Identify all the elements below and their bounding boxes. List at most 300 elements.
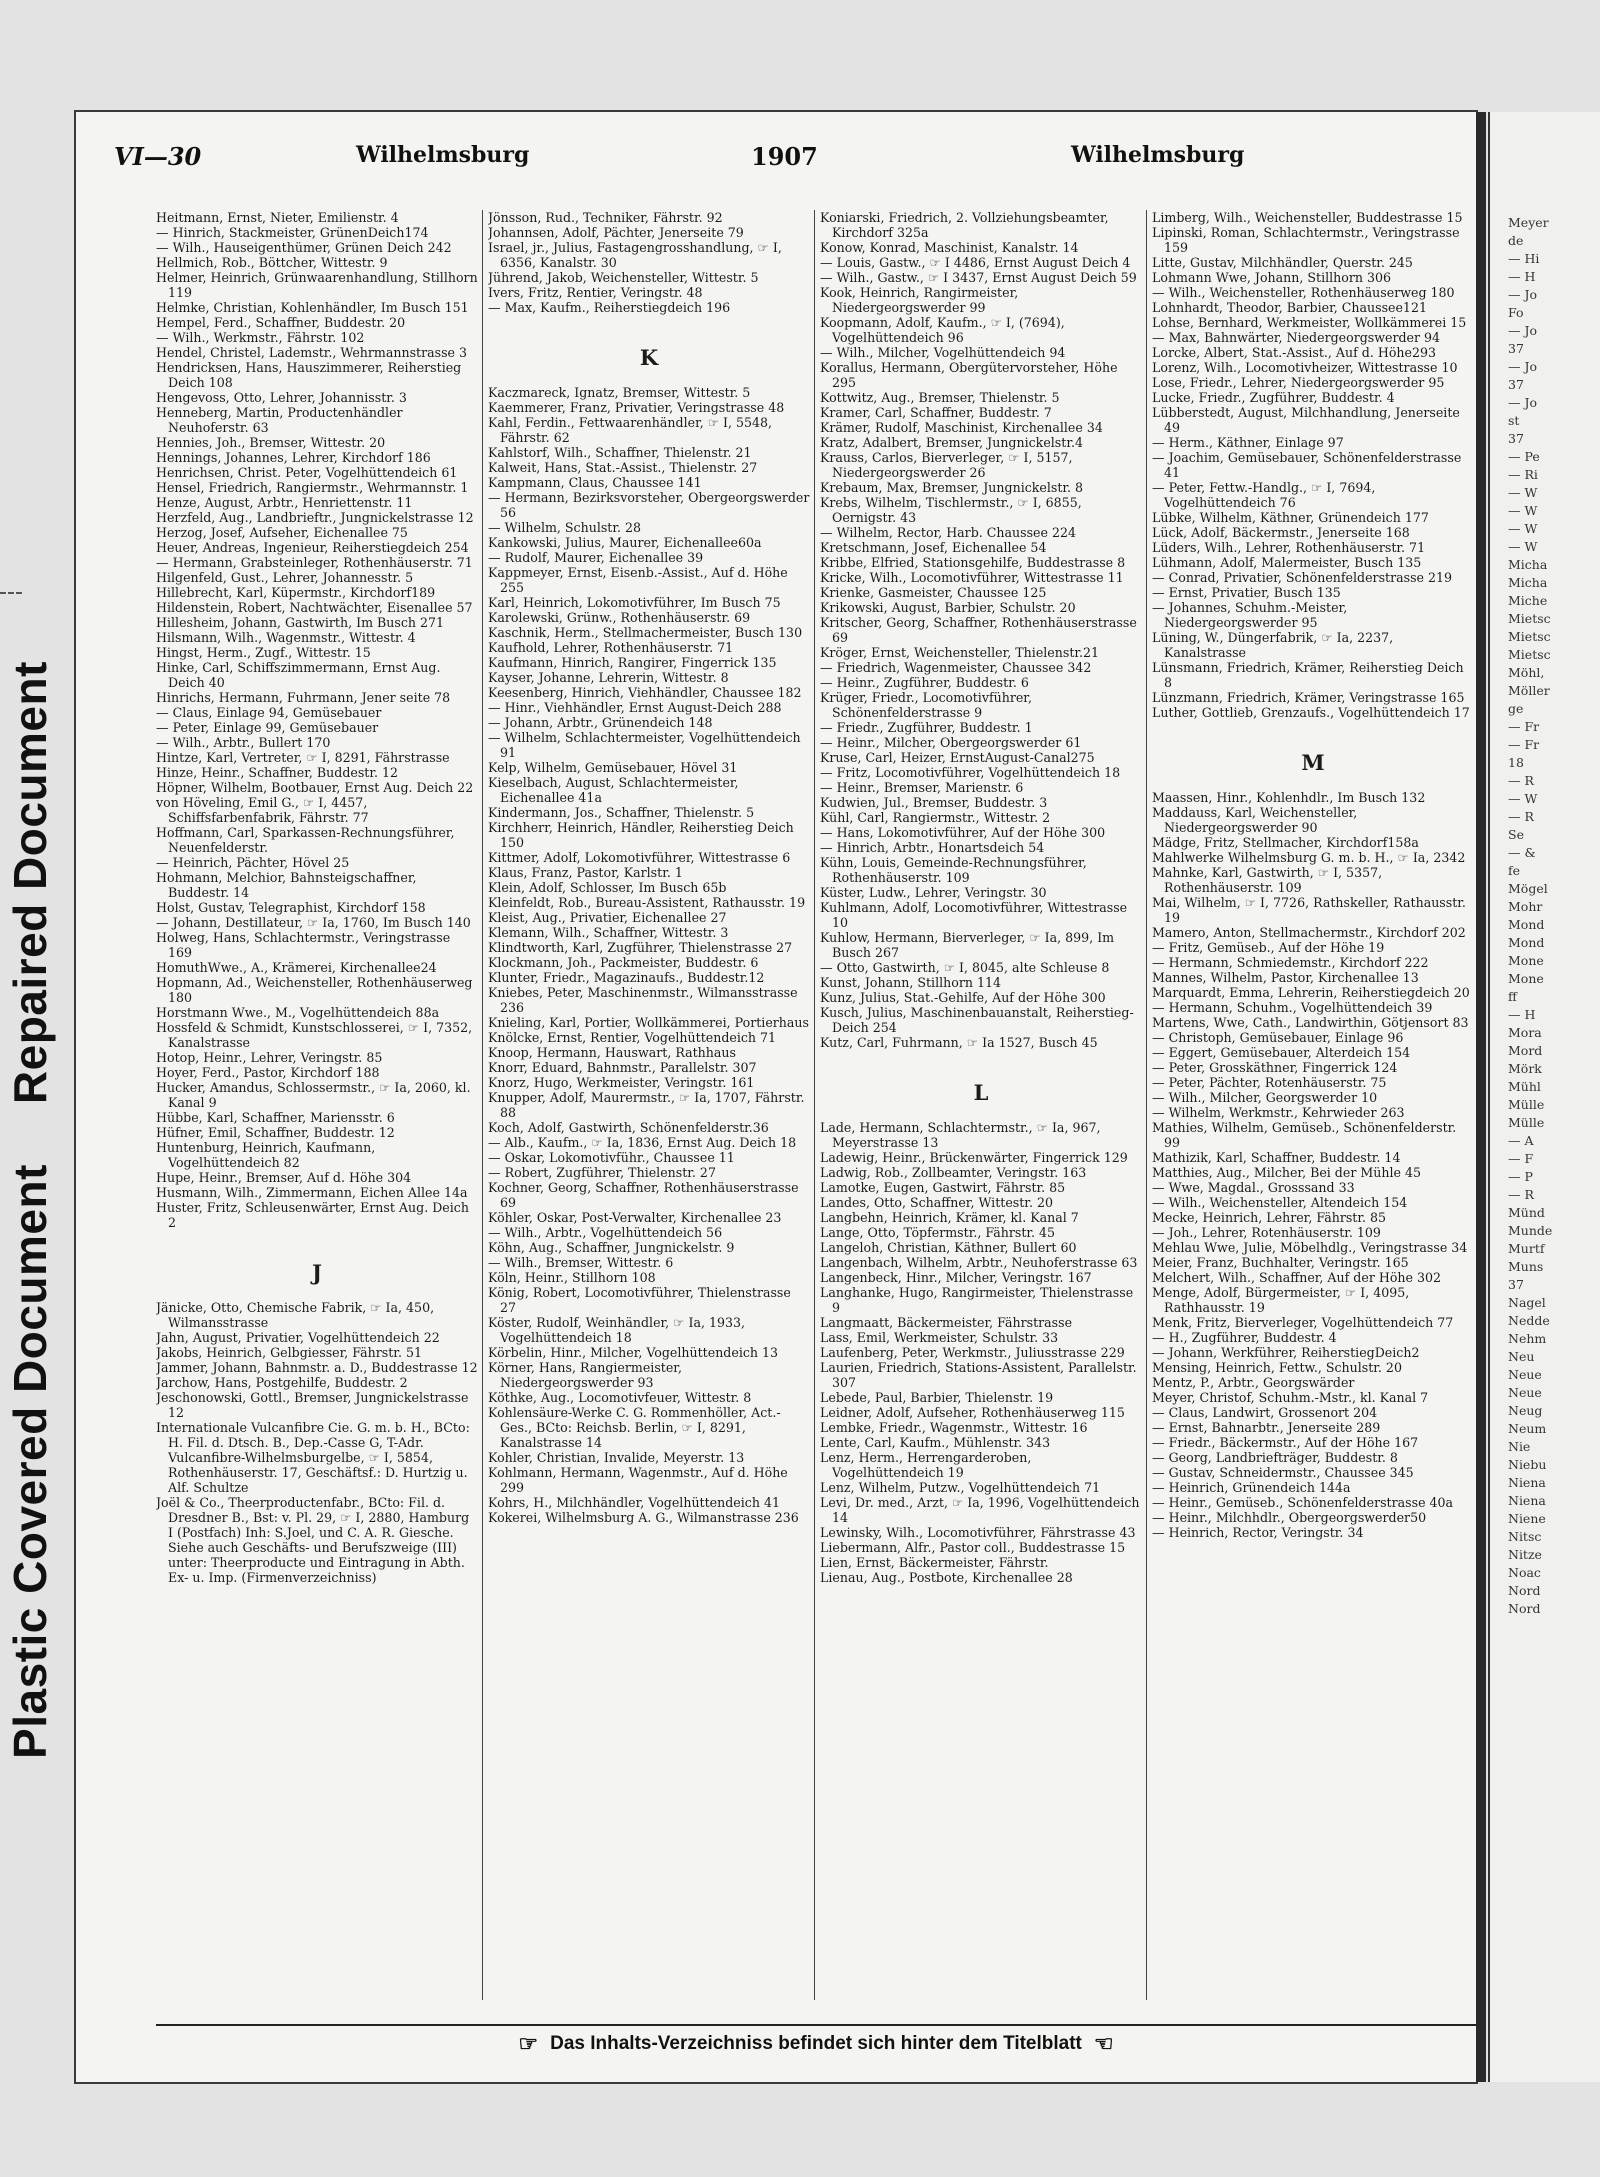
directory-entry: Ladwig, Rob., Zollbeamter, Veringstr. 163 bbox=[820, 1165, 1087, 1180]
directory-entry: Knorr, Eduard, Bahnmstr., Parallelstr. 307 bbox=[488, 1060, 757, 1075]
directory-entry: — Friedr., Zugführer, Buddestr. 1 bbox=[820, 720, 1033, 735]
column-divider bbox=[1146, 210, 1147, 2000]
adjacent-page-fragment: Micha bbox=[1508, 557, 1548, 572]
directory-entry: Maddauss, Karl, Weichensteller, Niedergeorgswerder 90 bbox=[1152, 805, 1358, 835]
directory-entry: Kalweit, Hans, Stat.-Assist., Thielenstr. 27 bbox=[488, 460, 758, 475]
directory-entry: — Ernst, Privatier, Busch 135 bbox=[1152, 585, 1341, 600]
directory-entry: Lente, Carl, Kaufm., Mühlenstr. 343 bbox=[820, 1435, 1051, 1450]
adjacent-page-fragment: Neue bbox=[1508, 1367, 1542, 1382]
directory-entry: Meier, Franz, Buchhalter, Veringstr. 165 bbox=[1152, 1255, 1409, 1270]
adjacent-page-fragment: Mond bbox=[1508, 935, 1545, 950]
directory-entry: — Hinrich, Stackmeister, GrünenDeich174 bbox=[156, 225, 429, 240]
directory-entry: Hilsmann, Wilh., Wagenmstr., Wittestr. 4 bbox=[156, 630, 416, 645]
directory-entry: Lohmann Wwe, Johann, Stillhorn 306 bbox=[1152, 270, 1392, 285]
directory-entry: Krienke, Gasmeister, Chaussee 125 bbox=[820, 585, 1047, 600]
page-number: VI—30 bbox=[114, 142, 202, 171]
adjacent-page-fragment: Neue bbox=[1508, 1385, 1542, 1400]
adjacent-page-fragment: — W bbox=[1508, 791, 1538, 806]
directory-entry: — Wilh., Werkmstr., Fährstr. 102 bbox=[156, 330, 365, 345]
directory-entry: Kayser, Johanne, Lehrerin, Wittestr. 8 bbox=[488, 670, 729, 685]
pointing-hand-icon: ☜ bbox=[1093, 2031, 1114, 2056]
directory-entry: Hingst, Herm., Zugf., Wittestr. 15 bbox=[156, 645, 371, 660]
directory-entry: Ladewig, Heinr., Brückenwärter, Fingerrick 129 bbox=[820, 1150, 1128, 1165]
directory-entry: Mehlau Wwe, Julie, Möbelhdlg., Veringstrasse 34 bbox=[1152, 1240, 1468, 1255]
directory-entry: Langbehn, Heinrich, Krämer, kl. Kanal 7 bbox=[820, 1210, 1079, 1225]
directory-entry: Johannsen, Adolf, Pächter, Jenerseite 79 bbox=[488, 225, 744, 240]
directory-entry: Kook, Heinrich, Rangirmeister, Niedergeorgswerder 99 bbox=[820, 285, 1019, 315]
directory-entry: Langhanke, Hugo, Rangirmeister, Thielenstrasse 9 bbox=[820, 1285, 1134, 1315]
directory-entry: Henze, August, Arbtr., Henriettenstr. 11 bbox=[156, 495, 413, 510]
directory-entry: Hilgenfeld, Gust., Lehrer, Johannesstr. 5 bbox=[156, 570, 414, 585]
adjacent-page-fragment: Mörk bbox=[1508, 1061, 1542, 1076]
directory-entry: Kaufhold, Lehrer, Rothenhäuserstr. 71 bbox=[488, 640, 734, 655]
directory-entry: — Johann, Werkführer, ReiherstiegDeich2 bbox=[1152, 1345, 1420, 1360]
adjacent-page-fragment: Nord bbox=[1508, 1601, 1541, 1616]
adjacent-page-fragment: — W bbox=[1508, 503, 1538, 518]
directory-entry: — Johannes, Schuhm.-Meister, Niedergeorgswerder 95 bbox=[1152, 600, 1348, 630]
directory-entry: — Johann, Destillateur, ☞ Ia, 1760, Im Busch 140 bbox=[156, 915, 471, 930]
adjacent-page-fragment: — Jo bbox=[1508, 323, 1538, 338]
directory-entry: — Fritz, Gemüseb., Auf der Höhe 19 bbox=[1152, 940, 1385, 955]
directory-entry: Mensing, Heinrich, Fettw., Schulstr. 20 bbox=[1152, 1360, 1402, 1375]
directory-entry: Lucke, Friedr., Zugführer, Buddestr. 4 bbox=[1152, 390, 1395, 405]
directory-entry: Lenz, Herm., Herrengarderoben, Vogelhüttendeich 19 bbox=[820, 1450, 1032, 1480]
directory-entry: — Wilh., Arbtr., Vogelhüttendeich 56 bbox=[488, 1225, 723, 1240]
directory-entry: Kühl, Carl, Rangiermstr., Wittestr. 2 bbox=[820, 810, 1051, 825]
directory-entry: — Hans, Lokomotivführer, Auf der Höhe 300 bbox=[820, 825, 1106, 840]
cut-mark bbox=[0, 592, 22, 594]
directory-entry: Jührend, Jakob, Weichensteller, Wittestr. 5 bbox=[488, 270, 759, 285]
directory-entry: Hildenstein, Robert, Nachtwächter, Eisenallee 57 bbox=[156, 600, 473, 615]
directory-entry: Knieling, Karl, Portier, Wollkämmerei, Portierhaus bbox=[488, 1015, 809, 1030]
adjacent-page-fragment: ff bbox=[1508, 989, 1517, 1004]
adjacent-page-fragment: Mone bbox=[1508, 971, 1544, 986]
directory-entry: Kaczmareck, Ignatz, Bremser, Wittestr. 5 bbox=[488, 385, 751, 400]
directory-entry: Joël & Co., Theerproductenfabr., BCto: Fil. d. Dresdner B., Bst: v. Pl. 29, ☞ I, 2880, Hamburg I (Postfach) Inh: S.Joel, und C. A. R. Giesche. Siehe auch Geschäfts- und Berufszweige (III) unter: Theerproducte und Eintragung in Abth. Ex- u. Imp. (Firmenverzeichniss) bbox=[156, 1495, 470, 1585]
directory-entry: — Heinrich, Rector, Veringstr. 34 bbox=[1152, 1525, 1364, 1540]
directory-entry: Henrichsen, Christ. Peter, Vogelhüttendeich 61 bbox=[156, 465, 458, 480]
adjacent-page-fragment: — & bbox=[1508, 845, 1536, 860]
section-letter: K bbox=[639, 345, 659, 370]
adjacent-page-fragment: Murtf bbox=[1508, 1241, 1545, 1256]
adjacent-page-fragment: Niene bbox=[1508, 1511, 1546, 1526]
directory-entry: Kleinfeldt, Rob., Bureau-Assistent, Rathausstr. 19 bbox=[488, 895, 806, 910]
directory-entry: Körbelin, Hinr., Milcher, Vogelhüttendeich 13 bbox=[488, 1345, 779, 1360]
directory-entry: Knorz, Hugo, Werkmeister, Veringstr. 161 bbox=[488, 1075, 755, 1090]
directory-entry: Hoffmann, Carl, Sparkassen-Rechnungsführer, Neuenfelderstr. bbox=[156, 825, 455, 855]
section-letter: J bbox=[312, 1260, 322, 1285]
adjacent-page-fragment: — Fr bbox=[1508, 719, 1540, 734]
directory-entry: Huster, Fritz, Schleusenwärter, Ernst Aug. Deich 2 bbox=[156, 1200, 469, 1230]
directory-entry: Lübberstedt, August, Milchhandlung, Jenerseite 49 bbox=[1152, 405, 1460, 435]
directory-entry: — Wilhelm, Werkmstr., Kehrwieder 263 bbox=[1152, 1105, 1405, 1120]
directory-entry: — Friedrich, Wagenmeister, Chaussee 342 bbox=[820, 660, 1092, 675]
directory-page bbox=[76, 112, 1476, 2082]
header-year: 1907 bbox=[751, 142, 818, 171]
directory-entry: Klein, Adolf, Schlosser, Im Busch 65b bbox=[488, 880, 727, 895]
adjacent-page-fragment: Munde bbox=[1508, 1223, 1553, 1238]
directory-entry: Konow, Konrad, Maschinist, Kanalstr. 14 bbox=[820, 240, 1079, 255]
adjacent-page-fragment: Möhl, bbox=[1508, 665, 1545, 680]
directory-entry: — Wilh., Milcher, Vogelhüttendeich 94 bbox=[820, 345, 1066, 360]
directory-entry: Landes, Otto, Schaffner, Wittestr. 20 bbox=[820, 1195, 1053, 1210]
adjacent-page-fragment: Fo bbox=[1508, 305, 1524, 320]
directory-entry: Krauss, Carlos, Bierverleger, ☞ I, 5157, Niedergeorgswerder 26 bbox=[820, 450, 1073, 480]
adjacent-page-fragment: — R bbox=[1508, 773, 1534, 788]
directory-entry: Laufenberg, Peter, Werkmstr., Juliusstrasse 229 bbox=[820, 1345, 1125, 1360]
directory-entry: Kutz, Carl, Fuhrmann, ☞ Ia 1527, Busch 45 bbox=[820, 1035, 1098, 1050]
directory-entry: Israel, jr., Julius, Fastagengrosshandlung, ☞ I, 6356, Kanalstr. 30 bbox=[488, 240, 782, 270]
directory-entry: Hotop, Heinr., Lehrer, Veringstr. 85 bbox=[156, 1050, 383, 1065]
directory-entry: Kohler, Christian, Invalide, Meyerstr. 13 bbox=[488, 1450, 745, 1465]
adjacent-page-fragment: Münd bbox=[1508, 1205, 1545, 1220]
directory-entry: Kohrs, H., Milchhändler, Vogelhüttendeich 41 bbox=[488, 1495, 780, 1510]
directory-entry: Langenbeck, Hinr., Milcher, Veringstr. 167 bbox=[820, 1270, 1092, 1285]
directory-entry: — Wilhelm, Schlachtermeister, Vogelhüttendeich 91 bbox=[488, 730, 801, 760]
directory-entry: Hendel, Christel, Lademstr., Wehrmannstrasse 3 bbox=[156, 345, 468, 360]
directory-entry: Hennings, Johannes, Lehrer, Kirchdorf 186 bbox=[156, 450, 431, 465]
directory-entry: — Hermann, Bezirksvorsteher, Obergeorgswerder 56 bbox=[488, 490, 810, 520]
directory-entry: Kittmer, Adolf, Lokomotivführer, Wittestrasse 6 bbox=[488, 850, 791, 865]
directory-entry: Kieselbach, August, Schlachtermeister, Eichenallee 41a bbox=[488, 775, 739, 805]
adjacent-page-fragment: — Jo bbox=[1508, 287, 1538, 302]
directory-entry: — Hermann, Schmiedemstr., Kirchdorf 222 bbox=[1152, 955, 1429, 970]
directory-entry: Kricke, Wilh., Locomotivführer, Wittestrasse 11 bbox=[820, 570, 1124, 585]
directory-entry: Krikowski, August, Barbier, Schulstr. 20 bbox=[820, 600, 1076, 615]
directory-entry: Köster, Rudolf, Weinhändler, ☞ Ia, 1933, Vogelhüttendeich 18 bbox=[488, 1315, 746, 1345]
directory-entry: Jahn, August, Privatier, Vogelhüttendeich 22 bbox=[156, 1330, 440, 1345]
directory-entry: Kappmeyer, Ernst, Eisenb.-Assist., Auf d. Höhe 255 bbox=[488, 565, 788, 595]
directory-entry: — Conrad, Privatier, Schönenfelderstrasse 219 bbox=[1152, 570, 1453, 585]
directory-entry: Hellmich, Rob., Böttcher, Wittestr. 9 bbox=[156, 255, 388, 270]
adjacent-page-fragment: — W bbox=[1508, 539, 1538, 554]
directory-entry: König, Robert, Locomotivführer, Thielenstrasse 27 bbox=[488, 1285, 791, 1315]
directory-entry: Luther, Gottlieb, Grenzaufs., Vogelhüttendeich 17 bbox=[1152, 705, 1470, 720]
directory-entry: — Peter, Pächter, Rotenhäuserstr. 75 bbox=[1152, 1075, 1387, 1090]
directory-entry: Kuhlow, Hermann, Bierverleger, ☞ Ia, 899, Im Busch 267 bbox=[820, 930, 1115, 960]
directory-entry: Langeloh, Christian, Käthner, Bullert 60 bbox=[820, 1240, 1077, 1255]
directory-entry: — Heinrich, Pächter, Hövel 25 bbox=[156, 855, 350, 870]
directory-entry: Kokerei, Wilhelmsburg A. G., Wilmanstrasse 236 bbox=[488, 1510, 799, 1525]
adjacent-page-fragment: — Hi bbox=[1508, 251, 1540, 266]
directory-entry: Mamero, Anton, Stellmachermstr., Kirchdorf 202 bbox=[1152, 925, 1466, 940]
directory-entry: Herzog, Josef, Aufseher, Eichenallee 75 bbox=[156, 525, 408, 540]
adjacent-page-fragment: 37 bbox=[1508, 377, 1524, 392]
directory-entry: Lück, Adolf, Bäckermstr., Jenerseite 168 bbox=[1152, 525, 1410, 540]
directory-entry: Klindtworth, Karl, Zugführer, Thielenstrasse 27 bbox=[488, 940, 793, 955]
directory-entry: Holst, Gustav, Telegraphist, Kirchdorf 158 bbox=[156, 900, 426, 915]
directory-entry: Kretschmann, Josef, Eichenallee 54 bbox=[820, 540, 1047, 555]
directory-column-4 bbox=[1152, 210, 1474, 2000]
adjacent-page-fragment: Nie bbox=[1508, 1439, 1531, 1454]
directory-entry: Laurien, Friedrich, Stations-Assistent, Parallelstr. 307 bbox=[820, 1360, 1137, 1390]
adjacent-page-fragment: — W bbox=[1508, 485, 1538, 500]
directory-entry: Kunz, Julius, Stat.-Gehilfe, Auf der Höhe 300 bbox=[820, 990, 1106, 1005]
directory-entry: Kritscher, Georg, Schaffner, Rothenhäuserstrasse 69 bbox=[820, 615, 1137, 645]
directory-entry: Mentz, P., Arbtr., Georgswärder bbox=[1152, 1375, 1355, 1390]
directory-entry: Kniebes, Peter, Maschinenmstr., Wilmansstrasse 236 bbox=[488, 985, 798, 1015]
directory-entry: Kusch, Julius, Maschinenbauanstalt, Reiherstieg-Deich 254 bbox=[820, 1005, 1134, 1035]
directory-entry: — Heinr., Zugführer, Buddestr. 6 bbox=[820, 675, 1029, 690]
adjacent-page-fragment: 37 bbox=[1508, 431, 1524, 446]
directory-entry: Lüning, W., Düngerfabrik, ☞ Ia, 2237, Kanalstrasse bbox=[1152, 630, 1394, 660]
directory-entry: — Wwe, Magdal., Grosssand 33 bbox=[1152, 1180, 1355, 1195]
adjacent-page-fragment: Niena bbox=[1508, 1493, 1546, 1508]
directory-entry: Lange, Otto, Töpfermstr., Fährstr. 45 bbox=[820, 1225, 1056, 1240]
adjacent-page-fragment: — R bbox=[1508, 1187, 1534, 1202]
directory-entry: Helmke, Christian, Kohlenhändler, Im Busch 151 bbox=[156, 300, 469, 315]
directory-entry: Koch, Adolf, Gastwirth, Schönenfelderstr.36 bbox=[488, 1120, 769, 1135]
directory-entry: — Louis, Gastw., ☞ I 4486, Ernst August Deich 4 bbox=[820, 255, 1131, 270]
directory-entry: Kampmann, Claus, Chaussee 141 bbox=[488, 475, 702, 490]
directory-entry: Mathies, Wilhelm, Gemüseb., Schönenfelderstr. 99 bbox=[1152, 1120, 1457, 1150]
directory-column-1 bbox=[156, 210, 478, 2000]
directory-entry: — Peter, Fettw.-Handlg., ☞ I, 7694, Vogelhüttendeich 76 bbox=[1152, 480, 1376, 510]
adjacent-page-fragment: Niena bbox=[1508, 1475, 1546, 1490]
adjacent-page-fragment: Nagel bbox=[1508, 1295, 1546, 1310]
directory-entry: Mahlwerke Wilhelmsburg G. m. b. H., ☞ Ia, 2342 bbox=[1152, 850, 1466, 865]
directory-entry: Kohlmann, Hermann, Wagenmstr., Auf d. Höhe 299 bbox=[488, 1465, 788, 1495]
directory-entry: Levi, Dr. med., Arzt, ☞ Ia, 1996, Vogelhüttendeich 14 bbox=[820, 1495, 1140, 1525]
directory-entry: Koopmann, Adolf, Kaufm., ☞ I, (7694), Vogelhüttendeich 96 bbox=[820, 315, 1065, 345]
adjacent-page-fragment: Nitsc bbox=[1508, 1529, 1542, 1544]
side-label-right: Repaired Document bbox=[4, 661, 56, 1105]
directory-entry: Mecke, Heinrich, Lehrer, Fährstr. 85 bbox=[1152, 1210, 1387, 1225]
adjacent-page-fragment: — A bbox=[1508, 1133, 1534, 1148]
adjacent-page-fragment: Mond bbox=[1508, 917, 1545, 932]
directory-entry: Koniarski, Friedrich, 2. Vollziehungsbeamter, Kirchdorf 325a bbox=[820, 210, 1109, 240]
adjacent-page-fragment: 37 bbox=[1508, 1277, 1524, 1292]
directory-entry: Hintze, Karl, Vertreter, ☞ I, 8291, Fährstrasse bbox=[156, 750, 450, 765]
adjacent-page-fragment: Nehm bbox=[1508, 1331, 1547, 1346]
directory-entry: Kirchherr, Heinrich, Händler, Reiherstieg Deich 150 bbox=[488, 820, 794, 850]
directory-entry: Lübke, Wilhelm, Käthner, Grünendeich 177 bbox=[1152, 510, 1429, 525]
directory-entry: Knupper, Adolf, Maurermstr., ☞ Ia, 1707, Fährstr. 88 bbox=[488, 1090, 805, 1120]
directory-entry: Karolewski, Grünw., Rothenhäuserstr. 69 bbox=[488, 610, 751, 625]
adjacent-page-fragment: Mögel bbox=[1508, 881, 1548, 896]
directory-entry: Hüfner, Emil, Schaffner, Buddestr. 12 bbox=[156, 1125, 395, 1140]
adjacent-page-fragment: 18 bbox=[1508, 755, 1524, 770]
directory-entry: — Christoph, Gemüsebauer, Einlage 96 bbox=[1152, 1030, 1404, 1045]
adjacent-page-fragment: fe bbox=[1508, 863, 1521, 878]
directory-entry: Mannes, Wilhelm, Pastor, Kirchenallee 13 bbox=[1152, 970, 1419, 985]
adjacent-page-fragment: Niebu bbox=[1508, 1457, 1547, 1472]
directory-entry: Kramer, Carl, Schaffner, Buddestr. 7 bbox=[820, 405, 1052, 420]
directory-entry: Köln, Heinr., Stillhorn 108 bbox=[488, 1270, 656, 1285]
directory-entry: Henneberg, Martin, Productenhändler Neuhoferstr. 63 bbox=[156, 405, 403, 435]
directory-entry: Kindermann, Jos., Schaffner, Thielenstr. 5 bbox=[488, 805, 755, 820]
directory-entry: Jakobs, Heinrich, Gelbgiesser, Fährstr. 51 bbox=[156, 1345, 422, 1360]
directory-entry: Kunst, Johann, Stillhorn 114 bbox=[820, 975, 1001, 990]
directory-entry: Kleist, Aug., Privatier, Eichenallee 27 bbox=[488, 910, 727, 925]
directory-entry: Lien, Ernst, Bäckermeister, Fährstr. bbox=[820, 1555, 1049, 1570]
directory-entry: Lüders, Wilh., Lehrer, Rothenhäuserstr. 71 bbox=[1152, 540, 1426, 555]
directory-entry: Lamotke, Eugen, Gastwirt, Fährstr. 85 bbox=[820, 1180, 1066, 1195]
directory-entry: Keesenberg, Hinrich, Viehhändler, Chaussee 182 bbox=[488, 685, 802, 700]
directory-entry: Jammer, Johann, Bahnmstr. a. D., Buddestrasse 12 bbox=[156, 1360, 478, 1375]
directory-entry: Hensel, Friedrich, Rangiermstr., Wehrmannstr. 1 bbox=[156, 480, 469, 495]
directory-entry: Hempel, Ferd., Schaffner, Buddestr. 20 bbox=[156, 315, 406, 330]
directory-entry: Heitmann, Ernst, Nieter, Emilienstr. 4 bbox=[156, 210, 399, 225]
section-letter: M bbox=[1301, 750, 1325, 775]
directory-entry: — Hinr., Viehhändler, Ernst August-Deich 288 bbox=[488, 700, 782, 715]
adjacent-page-fragment: Mülle bbox=[1508, 1097, 1545, 1112]
directory-entry: Lewinsky, Wilh., Locomotivführer, Fährstrasse 43 bbox=[820, 1525, 1136, 1540]
adjacent-page-fragment: — Jo bbox=[1508, 359, 1538, 374]
directory-entry: Köhler, Oskar, Post-Verwalter, Kirchenallee 23 bbox=[488, 1210, 782, 1225]
adjacent-page-fragment: — Fr bbox=[1508, 737, 1540, 752]
adjacent-page-fragment: Mietsc bbox=[1508, 629, 1551, 644]
directory-entry: — Wilh., Gastw., ☞ I 3437, Ernst August Deich 59 bbox=[820, 270, 1137, 285]
directory-entry: Horstmann Wwe., M., Vogelhüttendeich 88a bbox=[156, 1005, 440, 1020]
directory-entry: Meyer, Christof, Schuhm.-Mstr., kl. Kanal 7 bbox=[1152, 1390, 1429, 1405]
directory-entry: — Heinr., Milchhdlr., Obergeorgswerder50 bbox=[1152, 1510, 1427, 1525]
adjacent-page-fragment: Mühl bbox=[1508, 1079, 1541, 1094]
directory-entry: Hengevoss, Otto, Lehrer, Johannisstr. 3 bbox=[156, 390, 407, 405]
directory-entry: Kaemmerer, Franz, Privatier, Veringstrasse 48 bbox=[488, 400, 785, 415]
directory-entry: Kohlensäure-Werke C. G. Rommenhöller, Act.-Ges., BCto: Reichsb. Berlin, ☞ I, 8291, Kanalstrasse 14 bbox=[488, 1405, 781, 1450]
directory-entry: — Friedr., Bäckermstr., Auf der Höhe 167 bbox=[1152, 1435, 1419, 1450]
directory-entry: Hohmann, Melchior, Bahnsteigschaffner, Buddestr. 14 bbox=[156, 870, 417, 900]
directory-entry: — Peter, Grosskäthner, Fingerrick 124 bbox=[1152, 1060, 1398, 1075]
directory-entry: Lohnhardt, Theodor, Barbier, Chaussee121 bbox=[1152, 300, 1427, 315]
directory-entry: — Wilh., Hauseigenthümer, Grünen Deich 242 bbox=[156, 240, 452, 255]
directory-entry: Hupe, Heinr., Bremser, Auf d. Höhe 304 bbox=[156, 1170, 412, 1185]
directory-entry: Hillesheim, Johann, Gastwirth, Im Busch 271 bbox=[156, 615, 445, 630]
directory-entry: Kochner, Georg, Schaffner, Rothenhäuserstrasse 69 bbox=[488, 1180, 799, 1210]
directory-entry: Lenz, Wilhelm, Putzw., Vogelhüttendeich 71 bbox=[820, 1480, 1101, 1495]
adjacent-page-fragment: st bbox=[1508, 413, 1520, 428]
directory-entry: Helmer, Heinrich, Grünwaarenhandlung, Stillhorn 119 bbox=[156, 270, 478, 300]
directory-entry: Knoop, Hermann, Hauswart, Rathhaus bbox=[488, 1045, 736, 1060]
directory-entry: Lühmann, Adolf, Malermeister, Busch 135 bbox=[1152, 555, 1422, 570]
directory-entry: Krebs, Wilhelm, Tischlermstr., ☞ I, 6855, Oernigstr. 43 bbox=[820, 495, 1082, 525]
adjacent-page-fragment: Mord bbox=[1508, 1043, 1543, 1058]
directory-entry: — Peter, Einlage 99, Gemüsebauer bbox=[156, 720, 379, 735]
directory-column-2 bbox=[488, 210, 810, 2000]
directory-entry: Langmaatt, Bäckermeister, Fährstrasse bbox=[820, 1315, 1073, 1330]
directory-entry: Hennies, Joh., Bremser, Wittestr. 20 bbox=[156, 435, 386, 450]
directory-entry: Lose, Friedr., Lehrer, Niedergeorgswerder 95 bbox=[1152, 375, 1445, 390]
adjacent-page-fragment: — W bbox=[1508, 521, 1538, 536]
directory-entry: Huntenburg, Heinrich, Kaufmann, Vogelhüttendeich 82 bbox=[156, 1140, 376, 1170]
adjacent-page-fragment: Nord bbox=[1508, 1583, 1541, 1598]
directory-column-3 bbox=[820, 210, 1142, 2000]
directory-entry: Küster, Ludw., Lehrer, Veringstr. 30 bbox=[820, 885, 1047, 900]
directory-entry: — Ernst, Bahnarbtr., Jenerseite 289 bbox=[1152, 1420, 1381, 1435]
directory-entry: Kaufmann, Hinrich, Rangirer, Fingerrick 135 bbox=[488, 655, 777, 670]
directory-entry: — Fritz, Locomotivführer, Vogelhüttendeich 18 bbox=[820, 765, 1121, 780]
adjacent-page-fragment: Mone bbox=[1508, 953, 1544, 968]
directory-entry: Liebermann, Alfr., Pastor coll., Buddestrasse 15 bbox=[820, 1540, 1126, 1555]
directory-entry: — Claus, Einlage 94, Gemüsebauer bbox=[156, 705, 382, 720]
page-header bbox=[106, 142, 1436, 182]
directory-entry: Kahlstorf, Wilh., Schaffner, Thielenstr. 21 bbox=[488, 445, 752, 460]
directory-entry: Jeschonowski, Gottl., Bremser, Jungnickelstrasse 12 bbox=[156, 1390, 469, 1420]
directory-entry: Ivers, Fritz, Rentier, Veringstr. 48 bbox=[488, 285, 703, 300]
directory-entry: Heuer, Andreas, Ingenieur, Reiherstiegdeich 254 bbox=[156, 540, 469, 555]
header-title-left: Wilhelmsburg bbox=[356, 142, 530, 168]
footer-note: Das Inhalts-Verzeichniss befindet sich hinter dem Titelblatt bbox=[550, 2033, 1082, 2054]
directory-entry: — Wilhelm, Rector, Harb. Chaussee 224 bbox=[820, 525, 1077, 540]
pointing-hand-icon: ☞ bbox=[518, 2031, 539, 2056]
directory-entry: Limberg, Wilh., Weichensteller, Buddestrasse 15 bbox=[1152, 210, 1463, 225]
adjacent-page-fragment: Nedde bbox=[1508, 1313, 1550, 1328]
directory-entry: Herzfeld, Aug., Landbrieftr., Jungnickelstrasse 12 bbox=[156, 510, 474, 525]
directory-entry: Jarchow, Hans, Postgehilfe, Buddestr. 2 bbox=[156, 1375, 408, 1390]
directory-entry: — Herm., Käthner, Einlage 97 bbox=[1152, 435, 1344, 450]
directory-entry: Leidner, Adolf, Aufseher, Rothenhäuserweg 115 bbox=[820, 1405, 1125, 1420]
directory-entry: Klunter, Friedr., Magazinaufs., Buddestr.12 bbox=[488, 970, 765, 985]
directory-entry: Kuhlmann, Adolf, Locomotivführer, Wittestrasse 10 bbox=[820, 900, 1128, 930]
directory-entry: — Wilh., Weichensteller, Altendeich 154 bbox=[1152, 1195, 1408, 1210]
directory-entry: Marquardt, Emma, Lehrerin, Reiherstiegdeich 20 bbox=[1152, 985, 1470, 1000]
adjacent-page-fragment: Micha bbox=[1508, 575, 1548, 590]
directory-entry: — Max, Bahnwärter, Niedergeorgswerder 94 bbox=[1152, 330, 1441, 345]
directory-entry: Lembke, Friedr., Wagenmstr., Wittestr. 16 bbox=[820, 1420, 1088, 1435]
directory-entry: Kankowski, Julius, Maurer, Eichenallee60a bbox=[488, 535, 762, 550]
directory-entry: Kaschnik, Herm., Stellmachermeister, Busch 130 bbox=[488, 625, 803, 640]
directory-entry: Kottwitz, Aug., Bremser, Thielenstr. 5 bbox=[820, 390, 1060, 405]
directory-entry: Lünsmann, Friedrich, Krämer, Reiherstieg Deich 8 bbox=[1152, 660, 1464, 690]
directory-entry: — Gustav, Schneidermstr., Chaussee 345 bbox=[1152, 1465, 1414, 1480]
directory-entry: Hübbe, Karl, Schaffner, Mariensstr. 6 bbox=[156, 1110, 395, 1125]
directory-entry: — Hermann, Grabsteinleger, Rothenhäuserstr. 71 bbox=[156, 555, 473, 570]
adjacent-page-fragment: de bbox=[1508, 233, 1524, 248]
adjacent-page-fragment: — Pe bbox=[1508, 449, 1540, 464]
directory-entry: — Rudolf, Maurer, Eichenallee 39 bbox=[488, 550, 704, 565]
page-edge-shadow bbox=[1476, 112, 1486, 2082]
adjacent-page-fragment: Mietsc bbox=[1508, 611, 1551, 626]
directory-entry: Jönsson, Rud., Techniker, Fährstr. 92 bbox=[488, 210, 723, 225]
directory-entry: — Max, Kaufm., Reiherstiegdeich 196 bbox=[488, 300, 731, 315]
directory-entry: Hucker, Amandus, Schlossermstr., ☞ Ia, 2060, kl. Kanal 9 bbox=[156, 1080, 471, 1110]
side-label-left: Plastic Covered Document bbox=[4, 1164, 56, 1759]
directory-entry: Hinze, Heinr., Schaffner, Buddestr. 12 bbox=[156, 765, 399, 780]
adjacent-page-fragment: — R bbox=[1508, 809, 1534, 824]
directory-entry: Mädge, Fritz, Stellmacher, Kirchdorf158a bbox=[1152, 835, 1419, 850]
directory-entry: — Heinr., Milcher, Obergeorgswerder 61 bbox=[820, 735, 1082, 750]
directory-entry: Menk, Fritz, Bierverleger, Vogelhüttendeich 77 bbox=[1152, 1315, 1454, 1330]
adjacent-page-fragment: — Jo bbox=[1508, 395, 1538, 410]
directory-entry: Hopmann, Ad., Weichensteller, Rothenhäuserweg 180 bbox=[156, 975, 473, 1005]
directory-entry: — Hermann, Schuhm., Vogelhüttendeich 39 bbox=[1152, 1000, 1433, 1015]
directory-entry: Kühn, Louis, Gemeinde-Rechnungsführer, Rothenhäuserstr. 109 bbox=[820, 855, 1087, 885]
directory-entry: — Wilh., Arbtr., Bullert 170 bbox=[156, 735, 331, 750]
side-label bbox=[0, 590, 60, 1830]
adjacent-page-fragment: Noac bbox=[1508, 1565, 1541, 1580]
directory-entry: Krüger, Friedr., Locomotivführer, Schönenfelderstrasse 9 bbox=[820, 690, 1032, 720]
directory-entry: Lade, Hermann, Schlachtermstr., ☞ Ia, 967, Meyerstrasse 13 bbox=[820, 1120, 1101, 1150]
adjacent-page-fragment: — Ri bbox=[1508, 467, 1538, 482]
directory-entry: Mahnke, Karl, Gastwirth, ☞ I, 5357, Rothenhäuserstr. 109 bbox=[1152, 865, 1383, 895]
directory-entry: Krebaum, Max, Bremser, Jungnickelstr. 8 bbox=[820, 480, 1084, 495]
directory-entry: Kribbe, Elfried, Stationsgehilfe, Buddestrasse 8 bbox=[820, 555, 1126, 570]
directory-entry: — Robert, Zugführer, Thielenstr. 27 bbox=[488, 1165, 716, 1180]
adjacent-page-fragments bbox=[1490, 112, 1600, 1618]
directory-entry: Karl, Heinrich, Lokomotivführer, Im Busch 75 bbox=[488, 595, 781, 610]
directory-entry: Körner, Hans, Rangiermeister, Niedergeorgswerder 93 bbox=[488, 1360, 682, 1390]
directory-entry: Mathizik, Karl, Schaffner, Buddestr. 14 bbox=[1152, 1150, 1401, 1165]
directory-entry: Martens, Wwe, Cath., Landwirthin, Götjensort 83 bbox=[1152, 1015, 1469, 1030]
directory-entry: Lorenz, Wilh., Locomotivheizer, Wittestrasse 10 bbox=[1152, 360, 1458, 375]
adjacent-page-fragment: Miche bbox=[1508, 593, 1548, 608]
directory-entry: Hendricksen, Hans, Hauszimmerer, Reiherstieg Deich 108 bbox=[156, 360, 462, 390]
section-letter: L bbox=[973, 1080, 989, 1105]
adjacent-page-fragment: — H bbox=[1508, 269, 1536, 284]
header-title-right: Wilhelmsburg bbox=[1071, 142, 1245, 168]
directory-entry: Kelp, Wilhelm, Gemüsebauer, Hövel 31 bbox=[488, 760, 738, 775]
